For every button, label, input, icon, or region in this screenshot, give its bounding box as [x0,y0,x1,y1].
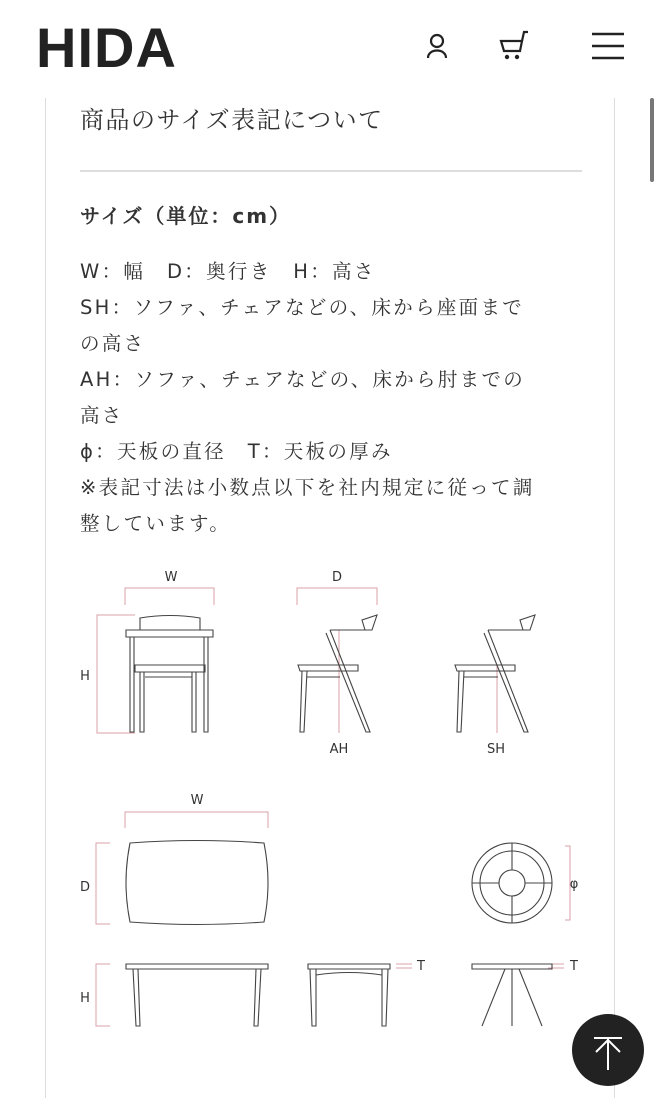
legend-line: SH：ソファ、チェアなどの、床から座面まで [80,296,525,319]
size-unit-heading: サイズ（単位：cm） [80,204,292,228]
hida-logo[interactable]: HIDA [36,16,177,79]
label-chair-h: H [80,669,90,684]
back-to-top-button[interactable] [572,1014,644,1086]
label-table-t: T [417,959,425,974]
label-round-phi: φ [569,877,579,892]
legend-line: W：幅 D：奥行き H：高さ [80,260,376,283]
label-table-d: D [79,880,91,895]
label-chair-sh: SH [486,742,506,757]
arrow-up-icon [572,1014,644,1086]
legend-line: AH：ソファ、チェアなどの、床から肘までの [80,368,526,391]
section-title: 商品のサイズ表記について [80,106,384,134]
legend-line: の高さ [80,332,146,355]
legend-line: 整しています。 [80,512,232,535]
label-table-h: H [80,991,90,1006]
label-table-w: W [190,793,204,808]
label-round-t: T [570,959,578,974]
dimension-lines [96,588,570,1026]
furniture-drawings [126,615,552,1026]
label-chair-w: W [164,570,178,585]
legend-line: 高さ [80,404,124,427]
label-chair-d: D [331,570,343,585]
label-chair-ah: AH [329,742,349,757]
legend-line: ※表記寸法は小数点以下を社内規定に従って調 [80,476,535,499]
legend-line: ϕ：天板の直径 T：天板の厚み [80,440,393,463]
